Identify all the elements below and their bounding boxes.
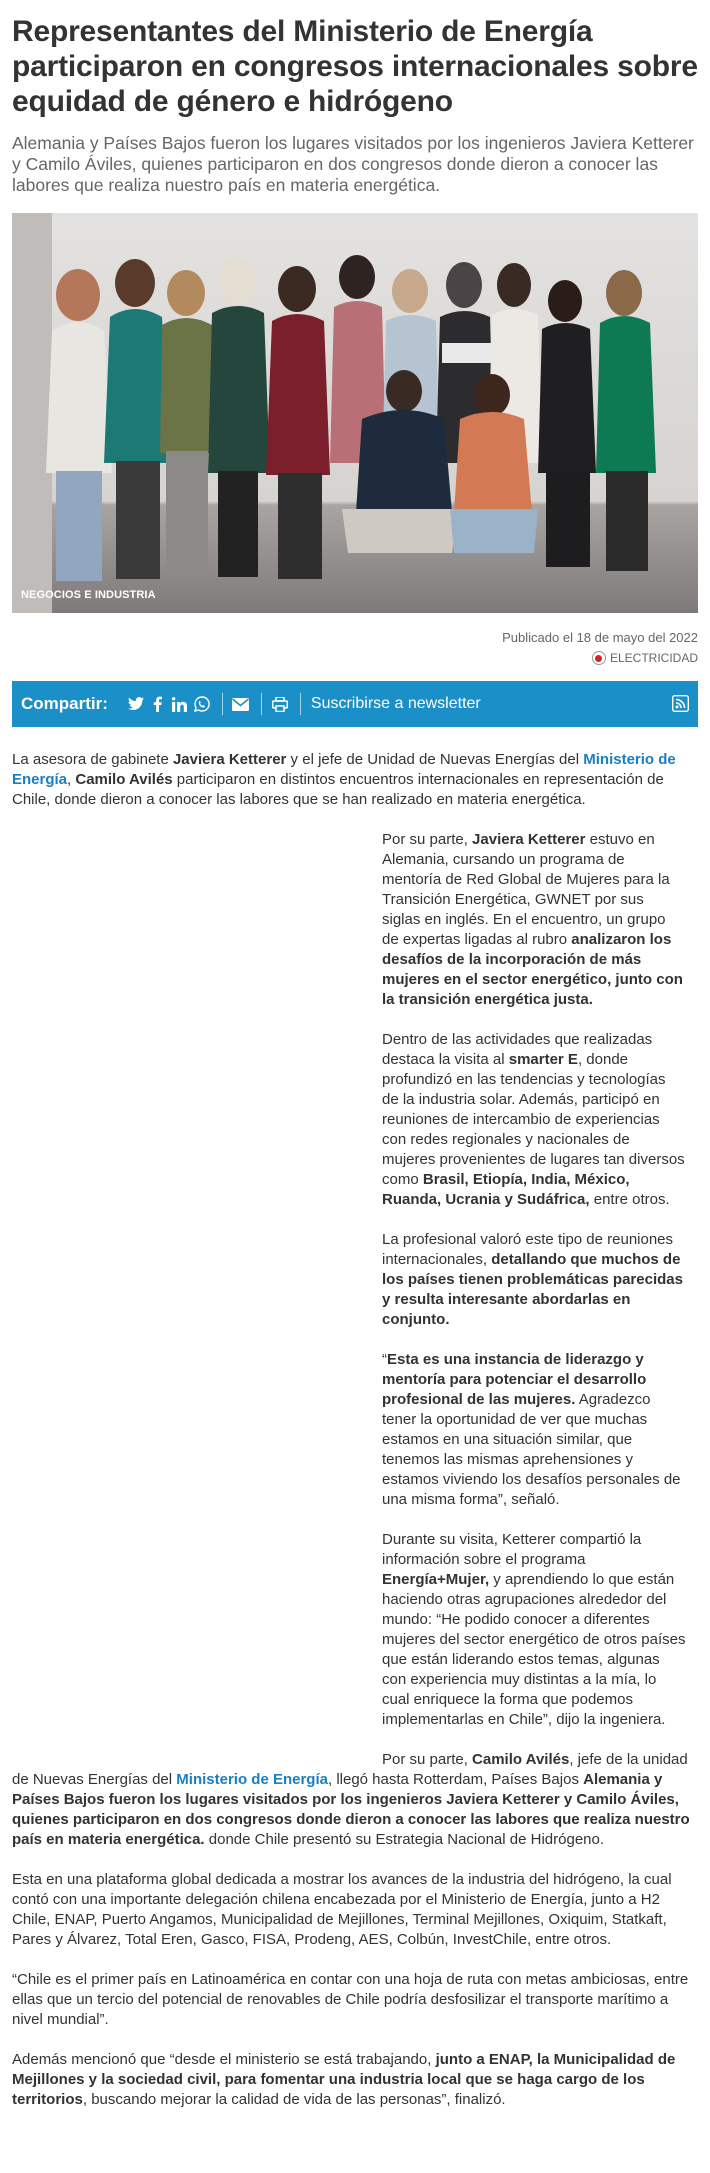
category-label[interactable] bbox=[12, 651, 698, 665]
share-divider bbox=[222, 693, 223, 715]
article-title: Representantes del Ministerio de Energía participaron en congresos internacionales sobre equidad de género e hidrógeno bbox=[12, 15, 698, 118]
text: “ bbox=[382, 1351, 387, 1368]
text: y aprendiendo lo que están haciendo otras agrupaciones alrededor del mundo: “He podido conocer a diferentes mujeres del sector energético de otros países que están liderando estos temas, algunas con experiencia muy distintas a la mía, lo cual enriquece la forma que podemos implementarlas en Chile”, dijo la ingeniera. bbox=[382, 1571, 686, 1728]
twitter-icon[interactable] bbox=[126, 694, 146, 714]
bold-text: Camilo Avilés bbox=[75, 771, 173, 788]
text: , donde profundizó en las tendencias y tecnologías de la industria solar. Además, participó en reuniones de intercambio de experiencias con redes regionales y nacionales de mujeres provenientes de lugares tan diversos como bbox=[382, 1051, 685, 1188]
share-divider bbox=[300, 693, 301, 715]
print-icon[interactable] bbox=[270, 694, 290, 714]
paragraph-8: Esta en una plataforma global dedicada a mostrar los avances de la industria del hidrógeno, la cual contó con una importante delegación chilena encabezada por el Ministerio de Energía, junto a H2 Chile, ENAP, Puerto Angamos, Municipalidad de Mejillones, Terminal Mejillones, Oxiquim, Statkaft, Pares y Álvarez, Total Eren, Gasco, FISA, Prodeng, AES, Colbún, InvestChile, entre otros. bbox=[12, 1871, 672, 1948]
text: Durante su visita, Ketterer compartió la información sobre el programa bbox=[382, 1531, 642, 1568]
text: , jefe de la unidad de Nuevas Energías del bbox=[12, 1751, 688, 1788]
paragraph-4 bbox=[382, 1230, 686, 1330]
paragraph-9: “Chile es el primer país en Latinoamérica en contar con una hoja de ruta con metas ambiciosas, entre ellas que un tercio del potencial de renovables de Chile podría desfosilizar el transporte marítimo a nivel mundial”. bbox=[12, 1971, 689, 2028]
ministerio-link[interactable]: Ministerio de Energía bbox=[176, 1771, 328, 1788]
bold-text: Energía+Mujer, bbox=[382, 1571, 490, 1588]
bold-text: Esta es una instancia de liderazgo y mentoría para potenciar el desarrollo profesional de las mujeres. bbox=[382, 1351, 647, 1408]
bold-text: junto a ENAP, la Municipalidad de Mejillones y la sociedad civil, para fomentar una industria local que se haga cargo de los territorios bbox=[12, 2051, 676, 2108]
publish-date: Publicado el 18 de mayo del 2022 bbox=[502, 630, 698, 645]
paragraph-2 bbox=[382, 830, 686, 1010]
facebook-icon[interactable] bbox=[148, 694, 168, 714]
bold-text: Javiera Ketterer bbox=[472, 831, 586, 848]
text: entre otros. bbox=[589, 1191, 670, 1208]
paragraph-5 bbox=[382, 1350, 686, 1510]
bold-text: Alemania y Países Bajos fueron los lugares visitados por los ingenieros Javiera Ketterer y Camilo Áviles, quienes participaron en dos congresos donde dieron a conocer las labores que realiza nuestro país en materia energética. bbox=[12, 1771, 690, 1848]
text: , buscando mejorar la calidad de vida de las personas”, finalizó. bbox=[82, 2091, 506, 2108]
category-dot-icon bbox=[592, 651, 606, 665]
paragraph-6 bbox=[382, 1530, 686, 1730]
text: Por su parte, bbox=[382, 1751, 473, 1768]
article-lead: Alemania y Países Bajos fueron los lugares visitados por los ingenieros Javiera Ketterer y Camilo Áviles, quienes participaron en dos congresos donde dieron a conocer las labores que realiza nuestro país en materia energética. bbox=[12, 133, 694, 195]
bold-text: analizaron los desafíos de la incorporación de más mujeres en el sector energético, junto con la transición energética justa. bbox=[382, 931, 683, 1008]
text: , llegó hasta Rotterdam, Países Bajos bbox=[327, 1771, 584, 1788]
paragraph-10 bbox=[12, 2050, 698, 2110]
indented-column bbox=[12, 830, 698, 1730]
bold-text: Brasil, Etiopía, India, México, Ruanda, Ucrania y Sudáfrica, bbox=[382, 1171, 630, 1208]
text: Dentro de las actividades que realizadas destaca la visita al bbox=[382, 1031, 653, 1068]
bold-text: Camilo Avilés bbox=[472, 1751, 570, 1768]
paragraph-1 bbox=[12, 750, 698, 810]
linkedin-icon[interactable] bbox=[170, 694, 190, 714]
newsletter-link[interactable]: Suscribirse a newsletter bbox=[310, 695, 481, 712]
paragraph-7 bbox=[12, 1750, 698, 1850]
rss-icon[interactable] bbox=[672, 695, 689, 717]
article-body bbox=[12, 750, 698, 2110]
text: , bbox=[67, 771, 76, 788]
bold-text: Javiera Ketterer bbox=[172, 751, 287, 768]
text: Agradezco tener la oportunidad de ver que muchas estamos en una situación similar, que tenemos las mismas aprehensiones y estamos viviendo los desafíos personales de una misma forma”, señaló. bbox=[382, 1391, 681, 1508]
paragraph-3 bbox=[382, 1030, 686, 1210]
hero-image bbox=[12, 213, 698, 613]
share-bar bbox=[12, 681, 698, 727]
text: participaron en distintos encuentros internacionales en representación de Chile, donde dieron a conocer las labores que se han realizado en materia energética. bbox=[12, 771, 664, 808]
bold-text: detallando que muchos de los países tienen problemáticas parecidas y resulta interesante abordarlas en conjunto. bbox=[382, 1251, 683, 1328]
share-divider bbox=[261, 693, 262, 715]
text: y el jefe de Unidad de Nuevas Energías del bbox=[286, 751, 584, 768]
whatsapp-icon[interactable] bbox=[192, 694, 212, 714]
category-text: ELECTRICIDAD bbox=[609, 651, 698, 665]
text: La profesional valoró este tipo de reuniones internacionales, bbox=[382, 1231, 674, 1268]
text: donde Chile presentó su Estrategia Nacional de Hidrógeno. bbox=[204, 1831, 605, 1848]
text: Por su parte, bbox=[382, 831, 473, 848]
text: estuvo en Alemania, cursando un programa de mentoría de Red Global de Mujeres para la Transición Energética, GWNET por sus siglas en inglés. En el encuentro, un grupo de expertas ligadas al rubro bbox=[382, 831, 670, 948]
text: Además mencionó que “desde el ministerio se está trabajando, bbox=[12, 2051, 436, 2068]
share-label: Compartir: bbox=[21, 694, 108, 713]
text: La asesora de gabinete bbox=[12, 751, 173, 768]
bold-text: smarter E bbox=[508, 1051, 578, 1068]
group-photo bbox=[12, 213, 698, 613]
image-category-tag[interactable]: NEGOCIOS E INDUSTRIA bbox=[21, 589, 156, 601]
ministerio-link[interactable]: Ministerio de Energía bbox=[12, 751, 676, 788]
mail-icon[interactable] bbox=[231, 694, 251, 714]
